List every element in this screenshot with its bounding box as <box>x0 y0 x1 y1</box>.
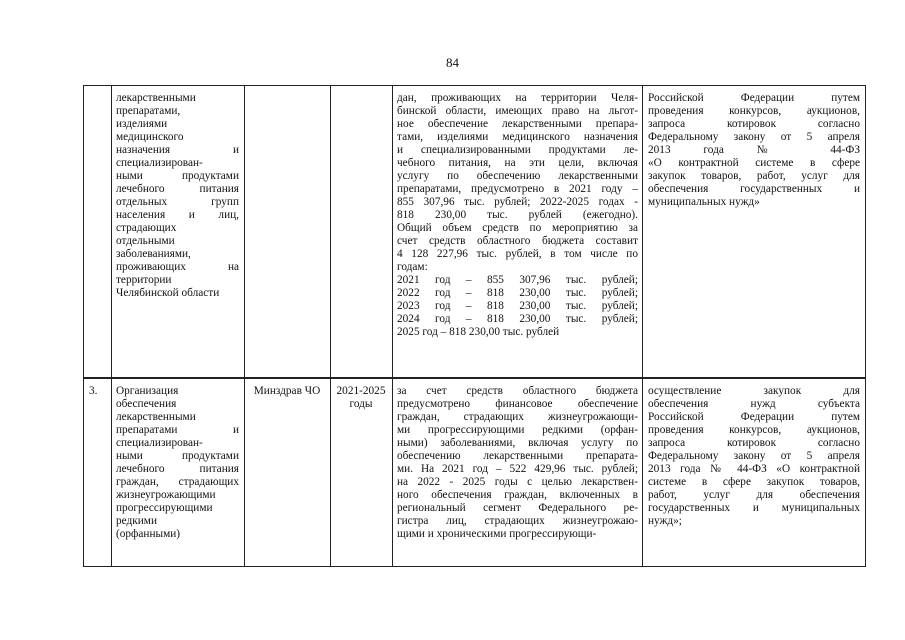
text-line: населения и лиц, <box>116 209 239 221</box>
text-line: запроса котировок согласно <box>648 437 860 449</box>
text-line: 2022 год – 818 230,00 тыс. рублей; <box>397 287 638 299</box>
text-line: Общий объем средств по мероприятию за <box>397 222 638 234</box>
measure-name-text <box>116 92 239 300</box>
text-line: обеспечения государственных и <box>648 183 860 195</box>
text-line: 2013 года № 44-ФЗ «О контрактной <box>648 463 860 475</box>
text-line: препаратами, предусмотрено в 2021 году – <box>397 183 638 195</box>
text-line: жизнеугрожающими <box>116 489 216 501</box>
text-line: предусмотрено финансовое обеспечение <box>397 398 638 410</box>
text-line: системе в сфере закупок товаров, <box>648 476 860 488</box>
measure-name-cell <box>116 92 239 300</box>
text-line: 2025 год – 818 230,00 тыс. рублей <box>397 326 560 338</box>
text-line: проживающих на <box>116 261 239 273</box>
text-line: нужд»; <box>648 515 682 527</box>
period-cell <box>331 385 391 411</box>
text-line: специализирован- <box>116 157 203 169</box>
text-line: чебного питания, на эти цели, включая <box>397 157 638 169</box>
text-line: назначения и <box>116 144 239 156</box>
text-line: специализирован- <box>116 437 203 449</box>
text-line: Федеральному закону от 5 апреля <box>648 450 860 462</box>
text-line: и специализированными продуктами ле- <box>397 144 638 156</box>
text-line: обеспечению лекарственными препарата- <box>397 450 638 462</box>
text-line: редкими <box>116 515 157 527</box>
row-number: 3. <box>89 385 98 397</box>
text-line: дан, проживающих на территории Челя- <box>397 92 638 104</box>
text-line: ного обеспечения граждан, включенных в <box>397 489 638 501</box>
text-line: препаратами, <box>116 105 181 117</box>
text-line: 818 230,00 тыс. рублей (ежегодно). <box>397 209 638 221</box>
text-line: ное обеспечение лекарственными препара- <box>397 118 638 130</box>
text-line: обеспечения нужд субъекта <box>648 398 860 410</box>
text-line: услугу по обеспечению лекарственными <box>397 170 638 182</box>
measure-description-cell <box>397 385 638 541</box>
text-line: Челябинской области <box>116 287 220 299</box>
text-line: прогрессирующими <box>116 502 213 514</box>
text-line: на 2022 - 2025 годы с целью лекарствен- <box>397 476 638 488</box>
measure-name-cell <box>116 385 239 541</box>
measure-description-text <box>397 385 638 541</box>
text-line: территории <box>116 274 172 286</box>
text-line: 2023 год – 818 230,00 тыс. рублей; <box>397 300 638 312</box>
measure-description-cell <box>397 92 638 339</box>
text-line: (орфанными) <box>116 528 181 540</box>
text-line: препаратами и <box>116 424 239 436</box>
text-line: лекарственными <box>116 411 196 423</box>
column-divider <box>642 85 643 567</box>
period-years: 2021-2025 <box>336 385 386 397</box>
text-line: граждан, страдающих жизнеугрожающи- <box>397 411 638 423</box>
text-line: лечебного питания <box>116 183 239 195</box>
implementation-method-text <box>648 385 860 528</box>
text-line: Российской Федерации путем <box>648 411 860 423</box>
text-line: ми. На 2021 год – 522 429,96 тыс. рублей; <box>397 463 638 475</box>
text-line: государственных и муниципальных <box>648 502 860 514</box>
text-line: обеспечения <box>116 398 177 410</box>
period-unit: годы <box>349 398 373 410</box>
text-line: ными продуктами <box>116 170 239 182</box>
text-line: запроса котировок согласно <box>648 118 860 130</box>
text-line: «О контрактной системе в сфере <box>648 157 860 169</box>
text-line: тами, изделиями медицинского назначения <box>397 131 638 143</box>
text-line: 2013 года № 44-ФЗ <box>648 144 860 156</box>
text-line: закупок товаров, работ, услуг для <box>648 170 860 182</box>
implementation-method-cell <box>648 92 860 209</box>
text-line: 2024 год – 818 230,00 тыс. рублей; <box>397 313 638 325</box>
text-line: щими и хроническими прогрессирующи- <box>397 528 597 540</box>
text-line: изделиями <box>116 118 168 130</box>
text-line: региональный сегмент Федерального ре- <box>397 502 638 514</box>
text-line: ными продуктами <box>116 450 239 462</box>
text-line: годам: <box>397 261 428 273</box>
implementation-method-cell <box>648 385 860 528</box>
page-number: 84 <box>446 55 459 70</box>
text-line: работ, услуг для обеспечения <box>648 489 860 501</box>
executor-cell: Минздрав ЧО <box>253 385 321 397</box>
text-line: Федеральному закону от 5 апреля <box>648 131 860 143</box>
text-line: проведения конкурсов, аукционов, <box>648 105 860 117</box>
column-divider <box>330 85 331 567</box>
implementation-method-text <box>648 92 860 209</box>
text-line: 4 128 227,96 тыс. рублей, в том числе по <box>397 248 638 260</box>
text-line: муниципальных нужд» <box>648 196 760 208</box>
text-line: ми прогрессирующими редкими (орфан- <box>397 424 638 436</box>
text-line: отдельными <box>116 235 175 247</box>
text-line: за счет средств областного бюджета <box>397 385 638 397</box>
text-line: Российской Федерации путем <box>648 92 860 104</box>
text-line: проведения конкурсов, аукционов, <box>648 424 860 436</box>
text-line: осуществление закупок для <box>648 385 860 397</box>
measure-description-text <box>397 92 638 339</box>
text-line: 2021 год – 855 307,96 тыс. рублей; <box>397 274 638 286</box>
row-divider <box>83 377 866 379</box>
text-line: гистра лиц, страдающих жизнеугрожаю- <box>397 515 638 527</box>
measure-name-text <box>116 385 239 541</box>
text-line: страдающих <box>116 222 177 234</box>
column-divider <box>111 85 112 567</box>
text-line: лекарственными <box>116 92 196 104</box>
text-line: счет средств областного бюджета составит <box>397 235 638 247</box>
text-line: лечебного питания <box>116 463 239 475</box>
text-line: ными) заболеваниями, включая услугу по <box>397 437 638 449</box>
text-line: Организация <box>116 385 179 397</box>
text-line: граждан, страдающих <box>116 476 239 488</box>
text-line: заболеваниями, <box>116 248 191 260</box>
column-divider <box>244 85 245 567</box>
text-line: бинской области, имеющих право на льгот- <box>397 105 638 117</box>
text-line: медицинского <box>116 131 184 143</box>
text-line: отдельных групп <box>116 196 239 208</box>
text-line: 855 307,96 тыс. рублей; 2022-2025 годах - <box>397 196 638 208</box>
column-divider <box>392 85 393 567</box>
